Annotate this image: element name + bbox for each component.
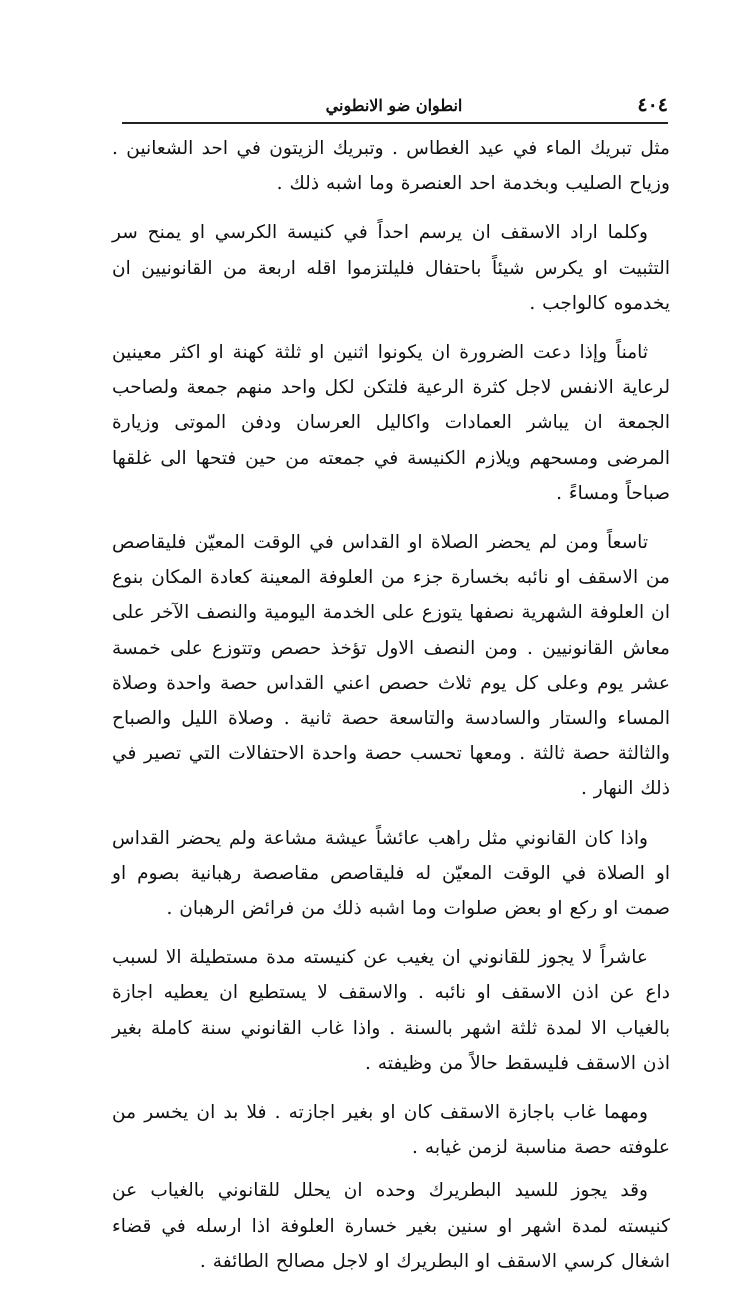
page-body (112, 131, 670, 1293)
paragraph-5: واذا كان القانوني مثل راهب عائشاً عيشة مشاعة ولم يحضر القداس او الصلاة في الوقت المعيّن له فليقاصص مقاصصة رهبانية بصوم او صمت او ركع او بعض صلوات وما اشبه ذلك من فرائض الرهبان . (112, 827, 670, 920)
page-header (120, 92, 668, 120)
paragraph-2: وكلما اراد الاسقف ان يرسم احداً في كنيسة الكرسي او يمنح سر التثبيت او يكرس شيئاً باحتفال فليلتزموا اقله اربعة من القانونيين ان يخدموه كالواجب . (112, 222, 670, 314)
header-rule (122, 122, 668, 124)
running-title: انطوان ضو الانطوني (325, 96, 463, 115)
paragraph-6: عاشراً لا يجوز للقانوني ان يغيب عن كنيسته مدة مستطيلة الا لسبب داع عن اذن الاسقف او نائبه . والاسقف لا يستطيع ان يعطيه اجازة بالغياب الا لمدة ثلثة اشهر بالسنة . واذا غاب القانوني سنة كاملة بغير اذن الاسقف فليسقط حالاً من وظيفته . (112, 947, 670, 1074)
paragraph-4: تاسعاً ومن لم يحضر الصلاة او القداس في الوقت المعيّن فليقاصص من الاسقف او نائبه بخسارة جزء من العلوفة المعينة كعادة المكان بنوع ان العلوفة الشهرية نصفها يتوزع على الخدمة اليومية والنصف الآخر على معاش القانونيين . ومن النصف الاول تؤخذ حصص وتتوزع على خمسة عشر يوم وعلى كل يوم ثلاث حصص اعني القداس حصة واحدة وصلاة المساء والستار والسادسة والتاسعة حصة ثانية . وصلاة الليل والصباح والثالثة حصة ثالثة . ومعها تحسب حصة واحدة الاحتفالات التي تصير في ذلك النهار . (112, 532, 670, 800)
paragraph-8: وقد يجوز للسيد البطريرك وحده ان يحلل للقانوني بالغياب عن كنيسته لمدة اشهر او سنين بغير خسارة العلوفة اذا ارسله في قضاء اشغال كرسي الاسقف او البطريرك او لاجل مصالح الطائفة . (112, 1180, 670, 1272)
paragraph-1: مثل تبريك الماء في عيد الغطاس . وتبريك الزيتون في احد الشعانين . وزياح الصليب وبخدمة احد العنصرة وما اشبه ذلك . (112, 138, 670, 195)
paragraph-7: ومهما غاب باجازة الاسقف كان او بغير اجازته . فلا بد ان يخسر من علوفته حصة مناسبة لزمن غيابه . (112, 1102, 670, 1159)
paragraph-3: ثامناً وإذا دعت الضرورة ان يكونوا اثنين او ثلثة كهنة او اكثر معينين لرعاية الانفس لاجل كثرة الرعية فلتكن لكل واحد منهم جمعة ولصاحب الجمعة ان يباشر العمادات واكاليل العرسان ودفن الموتى وزيارة المرضى ومسحهم ويلازم الكنيسة في جمعته من حين فتحها الى غلقها صباحاً ومساءً . (112, 342, 670, 504)
page-number: ٤٠٤ (637, 94, 668, 116)
